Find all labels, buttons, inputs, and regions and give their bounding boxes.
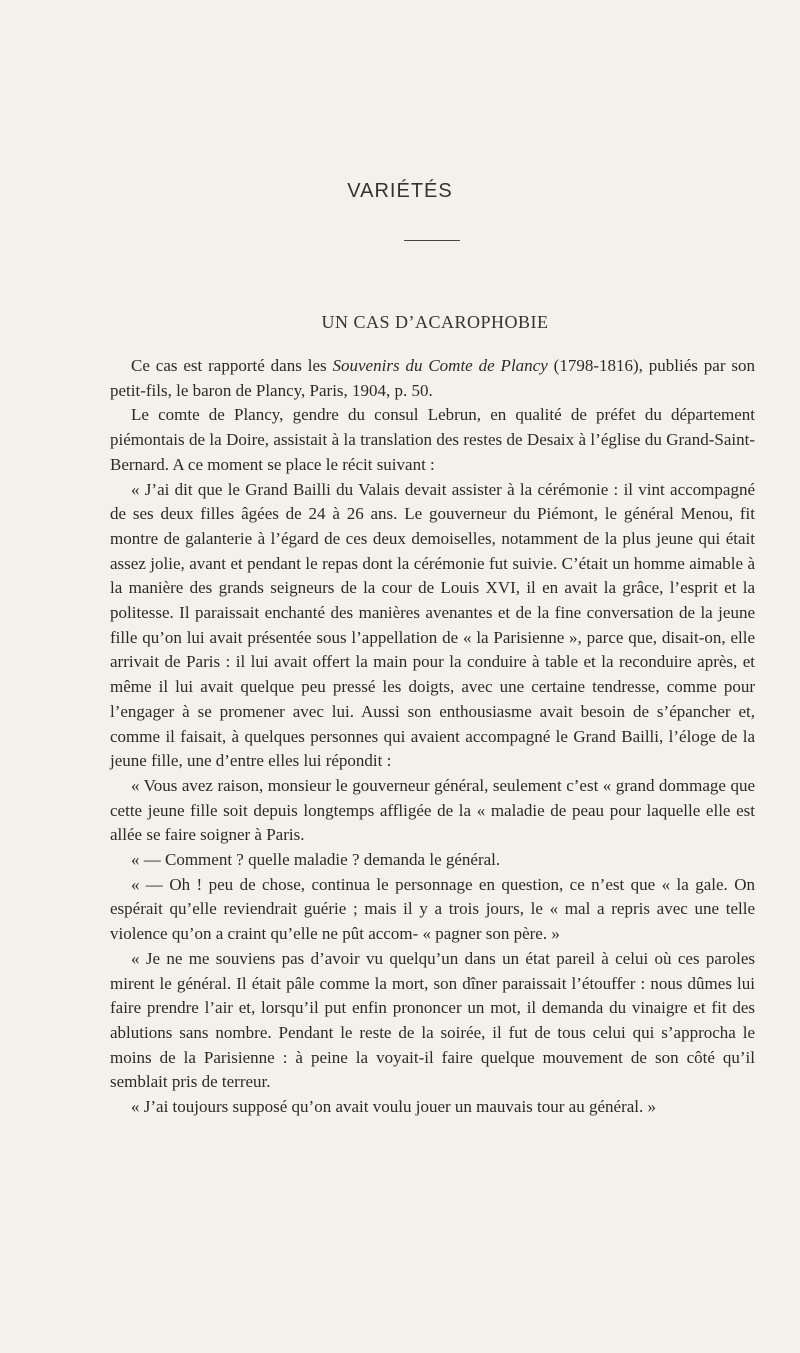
- article-body: [110, 354, 755, 1120]
- article-title: UN CAS D’ACAROPHOBIE: [321, 312, 549, 332]
- paragraph-reply: « Vous avez raison, monsieur le gouverneur général, seulement c’est « grand dommage que cette jeune fille soit depuis longtemps affligée de la « maladie de peau pour laquelle elle est allée se faire soigner à Paris.: [110, 775, 755, 845]
- paragraph-source: [110, 354, 755, 403]
- source-book-title: Souvenirs du Comte de Plancy: [332, 356, 548, 375]
- paragraph-narrative: « J’ai dit que le Grand Bailli du Valais devait assister à la cérémonie : il vint accompagné de ses deux filles âgées de 24 à 26 ans. Le gouverneur du Piémont, le général Menou, fit montre de galanterie à l’égard de ces deux demoiselles, notamment de la plus jeune qui était assez jolie, avant et pendant le repas dont la cérémonie fut suivie. C’était un homme aimable à la manière des grands seigneurs de la cour de Louis XVI, il en avait la grâce, l’esprit et la politesse. Il paraissait enchanté des manières avenantes et de la fine conversation de la jeune fille qu’on lui avait présentée sous l’appellation de « la Parisienne », parce que, disait-on, elle arrivait de Paris : il lui avait offert la main pour la conduire à table et la reconduire après, et même il lui avait quelque peu pressé les doigts, avec une certaine tendresse, comme pour l’engager à se promener avec lui. Aussi son enthousiasme avait besoin de s’épancher et, comme il faisait, à quelques personnes qui avaient accompagné le Grand Bailli, l’éloge de la jeune fille, une d’entre elles lui répondit :: [110, 479, 755, 771]
- paragraph-conclusion: « J’ai toujours supposé qu’on avait voulu jouer un mauvais tour au général. »: [131, 1097, 656, 1117]
- paragraph-question: « — Comment ? quelle maladie ? demanda le général.: [131, 850, 501, 870]
- section-title: VARIÉTÉS: [347, 180, 453, 202]
- source-text-post: (1798-1816), publiés par son petit-fils, le baron de Plancy, Paris, 1904, p. 50.: [110, 356, 755, 400]
- source-text-pre: Ce cas est rapporté dans les: [131, 356, 333, 375]
- title-divider: [404, 240, 460, 241]
- paragraph-context: Le comte de Plancy, gendre du consul Lebrun, en qualité de préfet du département piémontais de la Doire, assistait à la translation des restes de Desaix à l’église du Grand-Saint-Bernard. A ce moment se place le récit suivant :: [110, 405, 755, 474]
- paragraph-answer: « — Oh ! peu de chose, continua le personnage en question, ce n’est que « la gale. On espérait qu’elle reviendrait guérie ; mais il y a trois jours, le « mal a repris avec une telle violence qu’on a craint qu’elle ne pût accom- « pagner son père. »: [110, 874, 755, 944]
- paragraph-reaction: « Je ne me souviens pas d’avoir vu quelqu’un dans un état pareil à celui où ces paroles mirent le général. Il était pâle comme la mort, son dîner paraissait l’étouffer : nous dûmes lui faire prendre l’air et, lorsqu’il put enfin prononcer un mot, il demanda du vinaigre et fit des ablutions sans nombre. Pendant le reste de la soirée, il fut de tous celui qui s’approcha le moins de la Parisienne : à peine la voyait-il faire quelque mouvement de son côté qu’il semblait pris de terreur.: [110, 948, 755, 1092]
